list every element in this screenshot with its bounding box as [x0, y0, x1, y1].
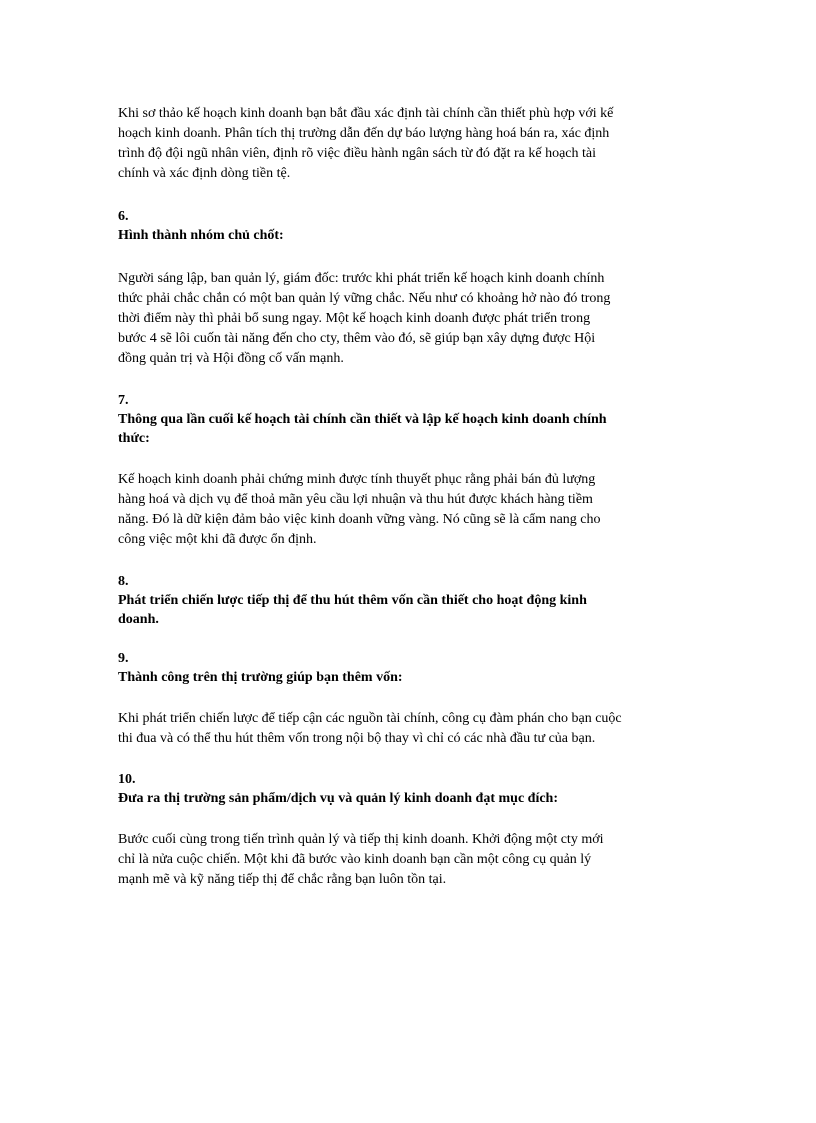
section-body: [118, 269, 698, 369]
heading-line: Đưa ra thị trường sản phẩm/dịch vụ và quản lý kinh doanh đạt mục đích:: [118, 791, 559, 806]
section-heading: [118, 591, 698, 629]
text-line: công việc một khi đã được ổn định.: [118, 532, 317, 547]
heading-line: Thành công trên thị trường giúp bạn thêm vốn:: [118, 670, 403, 685]
section-body: [118, 830, 698, 890]
text-line: thi đua và có thể thu hút thêm vốn trong nội bộ thay vì chỉ có các nhà đầu tư của bạn.: [118, 731, 596, 746]
section-heading: [118, 668, 698, 687]
text-line: Khi phát triển chiến lược để tiếp cận các nguồn tài chính, công cụ đàm phán cho bạn cuộc: [118, 711, 622, 726]
section-number: 10.: [118, 772, 136, 787]
text-line: đồng quản trị và Hội đồng cố vấn mạnh.: [118, 351, 344, 366]
section-number: 8.: [118, 574, 129, 589]
section-number: 9.: [118, 651, 129, 666]
heading-line: Hình thành nhóm chủ chốt:: [118, 228, 284, 243]
section-10: [118, 770, 698, 890]
text-line: Người sáng lập, ban quản lý, giám đốc: trước khi phát triển kế hoạch kinh doanh chính: [118, 271, 605, 286]
text-line: Bước cuối cùng trong tiến trình quản lý và tiếp thị kinh doanh. Khởi động một cty mới: [118, 832, 604, 847]
document-page: [118, 104, 698, 890]
text-line: chỉ là nửa cuộc chiến. Một khi đã bước vào kinh doanh bạn cần một công cụ quản lý: [118, 852, 592, 867]
section-8: [118, 572, 698, 629]
section-7: [118, 391, 698, 550]
intro-paragraph: [118, 104, 698, 184]
section-body: [118, 470, 698, 550]
section-6: [118, 207, 698, 369]
text-line: mạnh mẽ và kỹ năng tiếp thị để chắc rằng bạn luôn tồn tại.: [118, 872, 447, 887]
section-number: 6.: [118, 209, 129, 224]
section-heading: [118, 226, 698, 245]
heading-line: Phát triển chiến lược tiếp thị để thu hút thêm vốn cần thiết cho hoạt động kinh: [118, 593, 587, 608]
text-line: năng. Đó là dữ kiện đảm bảo việc kinh doanh vững vàng. Nó cũng sẽ là cẩm nang cho: [118, 512, 601, 527]
section-heading: [118, 789, 698, 808]
text-line: thời điểm này thì phải bổ sung ngay. Một kế hoạch kinh doanh được phát triển trong: [118, 311, 591, 326]
heading-line: thức:: [118, 431, 150, 446]
text-line: hoạch kinh doanh. Phân tích thị trường dẫn đến dự báo lượng hàng hoá bán ra, xác định: [118, 126, 610, 141]
section-number: 7.: [118, 393, 129, 408]
section-9: [118, 649, 698, 749]
heading-line: doanh.: [118, 612, 159, 627]
text-line: chính và xác định dòng tiền tệ.: [118, 166, 291, 181]
section-heading: [118, 410, 698, 448]
text-line: Khi sơ thảo kế hoạch kinh doanh bạn bắt đầu xác định tài chính cần thiết phù hợp với kế: [118, 106, 614, 121]
heading-line: Thông qua lần cuối kế hoạch tài chính cần thiết và lập kế hoạch kinh doanh chính: [118, 412, 607, 427]
text-line: trình độ đội ngũ nhân viên, định rõ việc điều hành ngân sách từ đó đặt ra kế hoạch tài: [118, 146, 597, 161]
text-line: Kế hoạch kinh doanh phải chứng minh được tính thuyết phục rằng phải bán đủ lượng: [118, 472, 596, 487]
text-line: bước 4 sẽ lôi cuốn tài năng đến cho cty, thêm vào đó, sẽ giúp bạn xây dựng được Hội: [118, 331, 596, 346]
section-body: [118, 709, 698, 749]
text-line: thức phải chắc chắn có một ban quản lý vững chắc. Nếu như có khoảng hở nào đó trong: [118, 291, 611, 306]
text-line: hàng hoá và dịch vụ để thoả mãn yêu cầu lợi nhuận và thu hút được khách hàng tiềm: [118, 492, 593, 507]
